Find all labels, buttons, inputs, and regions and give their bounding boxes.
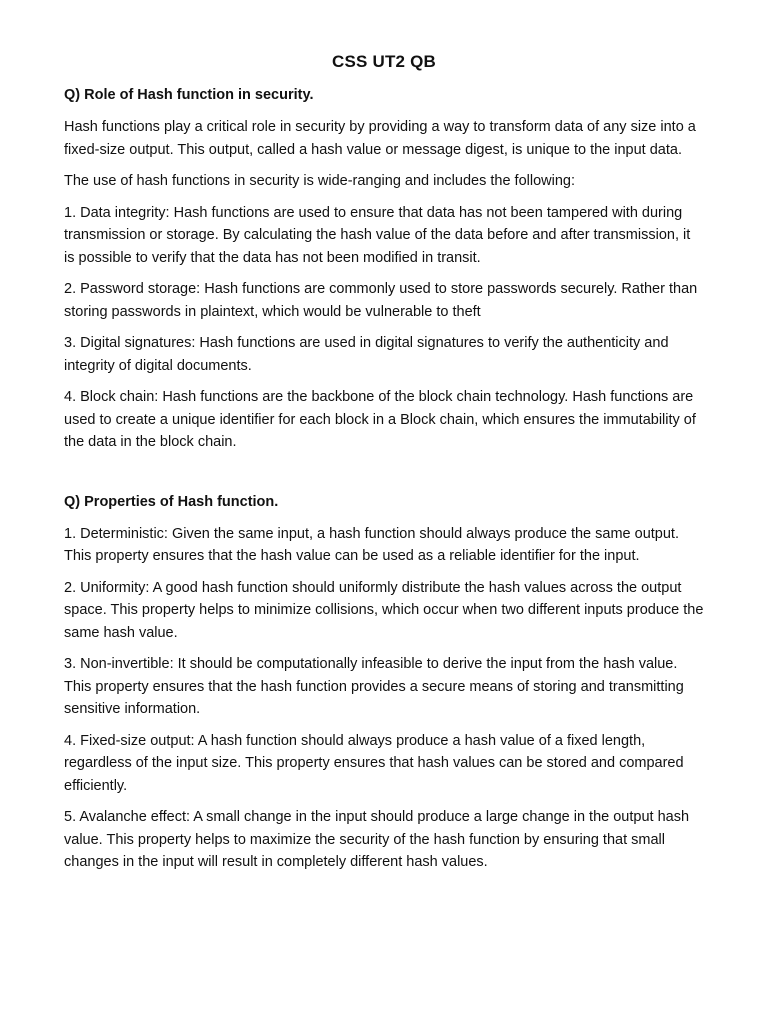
document-page: [64, 52, 704, 883]
section-2-item-fixed-size-output: 4. Fixed-size output: A hash function should always produce a hash value of a fixed length, regardless of the input size. This property ensures that hash values can be stored and compared efficiently.: [64, 732, 684, 794]
section-1-item-block-chain: 4. Block chain: Hash functions are the backbone of the block chain technology. Hash functions are used to create a unique identifier for each block in a Block chain, which ensures the immutability of the data in the block chain.: [64, 389, 696, 450]
section-2-heading: Q) Properties of Hash function.: [64, 493, 279, 510]
section-2-item-deterministic: 1. Deterministic: Given the same input, a hash function should always produce the same output. This property ensures that the hash value can be used as a reliable identifier for the input.: [64, 525, 679, 564]
document-title: CSS UT2 QB: [331, 52, 437, 71]
section-2-item-uniformity: 2. Uniformity: A good hash function should uniformly distribute the hash values across the output space. This property helps to minimize collisions, which occur when two different inputs produce the same hash value.: [64, 579, 704, 641]
section-1-item-password-storage: 2. Password storage: Hash functions are commonly used to store passwords securely. Rather than storing passwords in plaintext, which would be vulnerable to theft: [64, 281, 698, 320]
section-1-paragraph-intro: Hash functions play a critical role in security by providing a way to transform data of any size into a fixed-size output. This output, called a hash value or message digest, is unique to the input data.: [64, 119, 696, 158]
section-spacer: [64, 463, 704, 491]
section-1-heading: Q) Role of Hash function in security.: [64, 87, 314, 103]
section-1-paragraph-uses: The use of hash functions in security is wide-ranging and includes the following:: [64, 173, 576, 189]
section-1-item-digital-signatures: 3. Digital signatures: Hash functions are used in digital signatures to verify the authenticity and integrity of digital documents.: [64, 335, 669, 374]
section-2-item-non-invertible: 3. Non-invertible: It should be computationally infeasible to derive the input from the hash value. This property ensures that the hash function provides a secure means of storing and transmitting sensitive information.: [64, 656, 684, 717]
section-2-item-avalanche-effect: 5. Avalanche effect: A small change in the input should produce a large change in the output hash value. This property helps to maximize the security of the hash function by ensuring that small changes in the input will result in completely different hash values.: [64, 809, 690, 870]
section-1-item-data-integrity: 1. Data integrity: Hash functions are used to ensure that data has not been tampered with during transmission or storage. By calculating the hash value of the data before and after transmission, it is possible to verify that the data has not been modified in transit.: [64, 204, 691, 266]
